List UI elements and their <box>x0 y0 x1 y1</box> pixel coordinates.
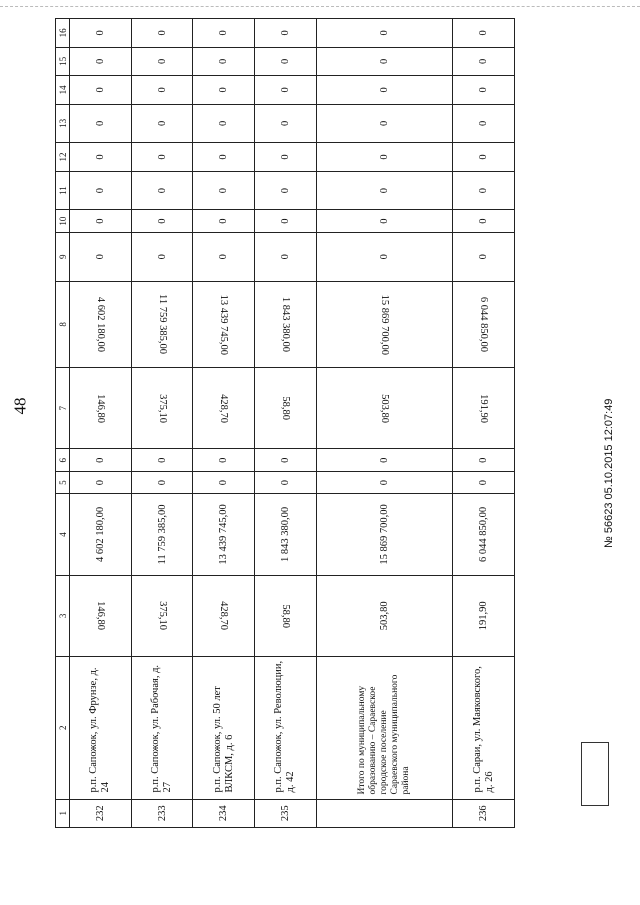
address-cell: р.п. Сапожок, ул. 50 лет ВЛКСМ, д. 6 <box>193 657 255 799</box>
value-cell-c8: 4 602 180,00 <box>70 281 132 367</box>
value-cell-c13: 0 <box>131 104 193 143</box>
value-cell-c6: 0 <box>255 449 317 471</box>
value-cell-c12: 0 <box>316 143 453 171</box>
value-cell-c8: 11 759 385,00 <box>131 281 193 367</box>
value-cell-c13: 0 <box>453 104 515 143</box>
value-cell-c4: 15 869 700,00 <box>316 494 453 575</box>
value-cell-c4: 4 602 180,00 <box>70 494 132 575</box>
column-header-15: 15 <box>56 47 70 75</box>
page-number: 48 <box>10 397 30 415</box>
value-cell-c12: 0 <box>453 143 515 171</box>
value-cell-c9: 0 <box>255 232 317 281</box>
table-row <box>193 19 255 828</box>
value-cell-c6: 0 <box>316 449 453 471</box>
value-cell-c3: 146,80 <box>70 575 132 656</box>
row-number-cell: 235 <box>255 799 317 827</box>
table-row <box>70 19 132 828</box>
value-cell-c15: 0 <box>193 47 255 75</box>
table-row <box>453 19 515 828</box>
value-cell-c11: 0 <box>131 171 193 210</box>
value-cell-c4: 6 044 850,00 <box>453 494 515 575</box>
column-header-9: 9 <box>56 232 70 281</box>
value-cell-c15: 0 <box>316 47 453 75</box>
value-cell-c6: 0 <box>70 449 132 471</box>
value-cell-c16: 0 <box>316 19 453 48</box>
header-row <box>56 19 70 828</box>
registration-stamp-logo <box>575 736 615 816</box>
value-cell-c14: 0 <box>453 76 515 104</box>
value-cell-c13: 0 <box>255 104 317 143</box>
value-cell-c3: 503,80 <box>316 575 453 656</box>
value-cell-c7: 58,80 <box>255 368 317 449</box>
value-cell-c10: 0 <box>70 210 132 232</box>
column-header-8: 8 <box>56 281 70 367</box>
data-table <box>55 18 515 828</box>
value-cell-c7: 191,90 <box>453 368 515 449</box>
value-cell-c8: 13 439 745,00 <box>193 281 255 367</box>
value-cell-c4: 11 759 385,00 <box>131 494 193 575</box>
value-cell-c5: 0 <box>255 471 317 493</box>
column-header-11: 11 <box>56 171 70 210</box>
column-header-16: 16 <box>56 19 70 48</box>
value-cell-c12: 0 <box>255 143 317 171</box>
address-cell: р.п. Сапожок, ул. Рабочая, д. 27 <box>131 657 193 799</box>
value-cell-c11: 0 <box>316 171 453 210</box>
value-cell-c14: 0 <box>255 76 317 104</box>
value-cell-c4: 13 439 745,00 <box>193 494 255 575</box>
value-cell-c6: 0 <box>453 449 515 471</box>
value-cell-c10: 0 <box>255 210 317 232</box>
registration-stamp: № 56623 05.10.2015 12:07:49 <box>603 398 615 548</box>
value-cell-c9: 0 <box>193 232 255 281</box>
value-cell-c5: 0 <box>316 471 453 493</box>
value-cell-c14: 0 <box>193 76 255 104</box>
value-cell-c8: 15 869 700,00 <box>316 281 453 367</box>
column-header-14: 14 <box>56 76 70 104</box>
table-container <box>55 18 515 828</box>
value-cell-c3: 191,90 <box>453 575 515 656</box>
column-header-4: 4 <box>56 494 70 575</box>
address-cell: р.п. Сапожок, ул. Фрунзе, д. 24 <box>70 657 132 799</box>
value-cell-c16: 0 <box>255 19 317 48</box>
value-cell-c12: 0 <box>70 143 132 171</box>
value-cell-c16: 0 <box>193 19 255 48</box>
value-cell-c8: 6 044 850,00 <box>453 281 515 367</box>
value-cell-c3: 428,70 <box>193 575 255 656</box>
row-number-cell: 232 <box>70 799 132 827</box>
column-header-10: 10 <box>56 210 70 232</box>
value-cell-c16: 0 <box>453 19 515 48</box>
value-cell-c10: 0 <box>193 210 255 232</box>
value-cell-c13: 0 <box>193 104 255 143</box>
value-cell-c14: 0 <box>70 76 132 104</box>
value-cell-c10: 0 <box>131 210 193 232</box>
value-cell-c6: 0 <box>131 449 193 471</box>
top-edge-dots <box>0 6 640 11</box>
value-cell-c15: 0 <box>453 47 515 75</box>
column-header-5: 5 <box>56 471 70 493</box>
value-cell-c7: 146,80 <box>70 368 132 449</box>
value-cell-c16: 0 <box>70 19 132 48</box>
value-cell-c10: 0 <box>453 210 515 232</box>
value-cell-c13: 0 <box>70 104 132 143</box>
row-number-cell: 233 <box>131 799 193 827</box>
value-cell-c8: 1 843 380,00 <box>255 281 317 367</box>
value-cell-c5: 0 <box>453 471 515 493</box>
value-cell-c7: 375,10 <box>131 368 193 449</box>
column-header-7: 7 <box>56 368 70 449</box>
value-cell-c5: 0 <box>70 471 132 493</box>
value-cell-c15: 0 <box>255 47 317 75</box>
table-row <box>131 19 193 828</box>
value-cell-c16: 0 <box>131 19 193 48</box>
value-cell-c14: 0 <box>316 76 453 104</box>
row-number-cell <box>316 799 453 827</box>
value-cell-c12: 0 <box>131 143 193 171</box>
value-cell-c6: 0 <box>193 449 255 471</box>
column-header-3: 3 <box>56 575 70 656</box>
value-cell-c7: 428,70 <box>193 368 255 449</box>
value-cell-c9: 0 <box>70 232 132 281</box>
value-cell-c13: 0 <box>316 104 453 143</box>
address-cell: р.п. Сапожок, ул. Революции, д. 42 <box>255 657 317 799</box>
value-cell-c9: 0 <box>316 232 453 281</box>
value-cell-c11: 0 <box>70 171 132 210</box>
value-cell-c14: 0 <box>131 76 193 104</box>
address-cell: р.п. Сараи, ул. Маяковского, д. 26 <box>453 657 515 799</box>
value-cell-c3: 58,80 <box>255 575 317 656</box>
table-row <box>255 19 317 828</box>
value-cell-c12: 0 <box>193 143 255 171</box>
value-cell-c11: 0 <box>193 171 255 210</box>
value-cell-c5: 0 <box>131 471 193 493</box>
column-header-1: 1 <box>56 799 70 827</box>
column-header-6: 6 <box>56 449 70 471</box>
value-cell-c11: 0 <box>255 171 317 210</box>
value-cell-c9: 0 <box>453 232 515 281</box>
value-cell-c7: 503,80 <box>316 368 453 449</box>
row-number-cell: 236 <box>453 799 515 827</box>
value-cell-c15: 0 <box>131 47 193 75</box>
value-cell-c10: 0 <box>316 210 453 232</box>
column-header-12: 12 <box>56 143 70 171</box>
address-cell: Итого по муниципальному образованию – Сараевское городское поселение Сараевского муниципального района <box>316 657 453 799</box>
value-cell-c15: 0 <box>70 47 132 75</box>
value-cell-c5: 0 <box>193 471 255 493</box>
row-number-cell: 234 <box>193 799 255 827</box>
value-cell-c11: 0 <box>453 171 515 210</box>
value-cell-c9: 0 <box>131 232 193 281</box>
value-cell-c3: 375,10 <box>131 575 193 656</box>
table-row <box>316 19 453 828</box>
column-header-13: 13 <box>56 104 70 143</box>
column-header-2: 2 <box>56 657 70 799</box>
value-cell-c4: 1 843 380,00 <box>255 494 317 575</box>
